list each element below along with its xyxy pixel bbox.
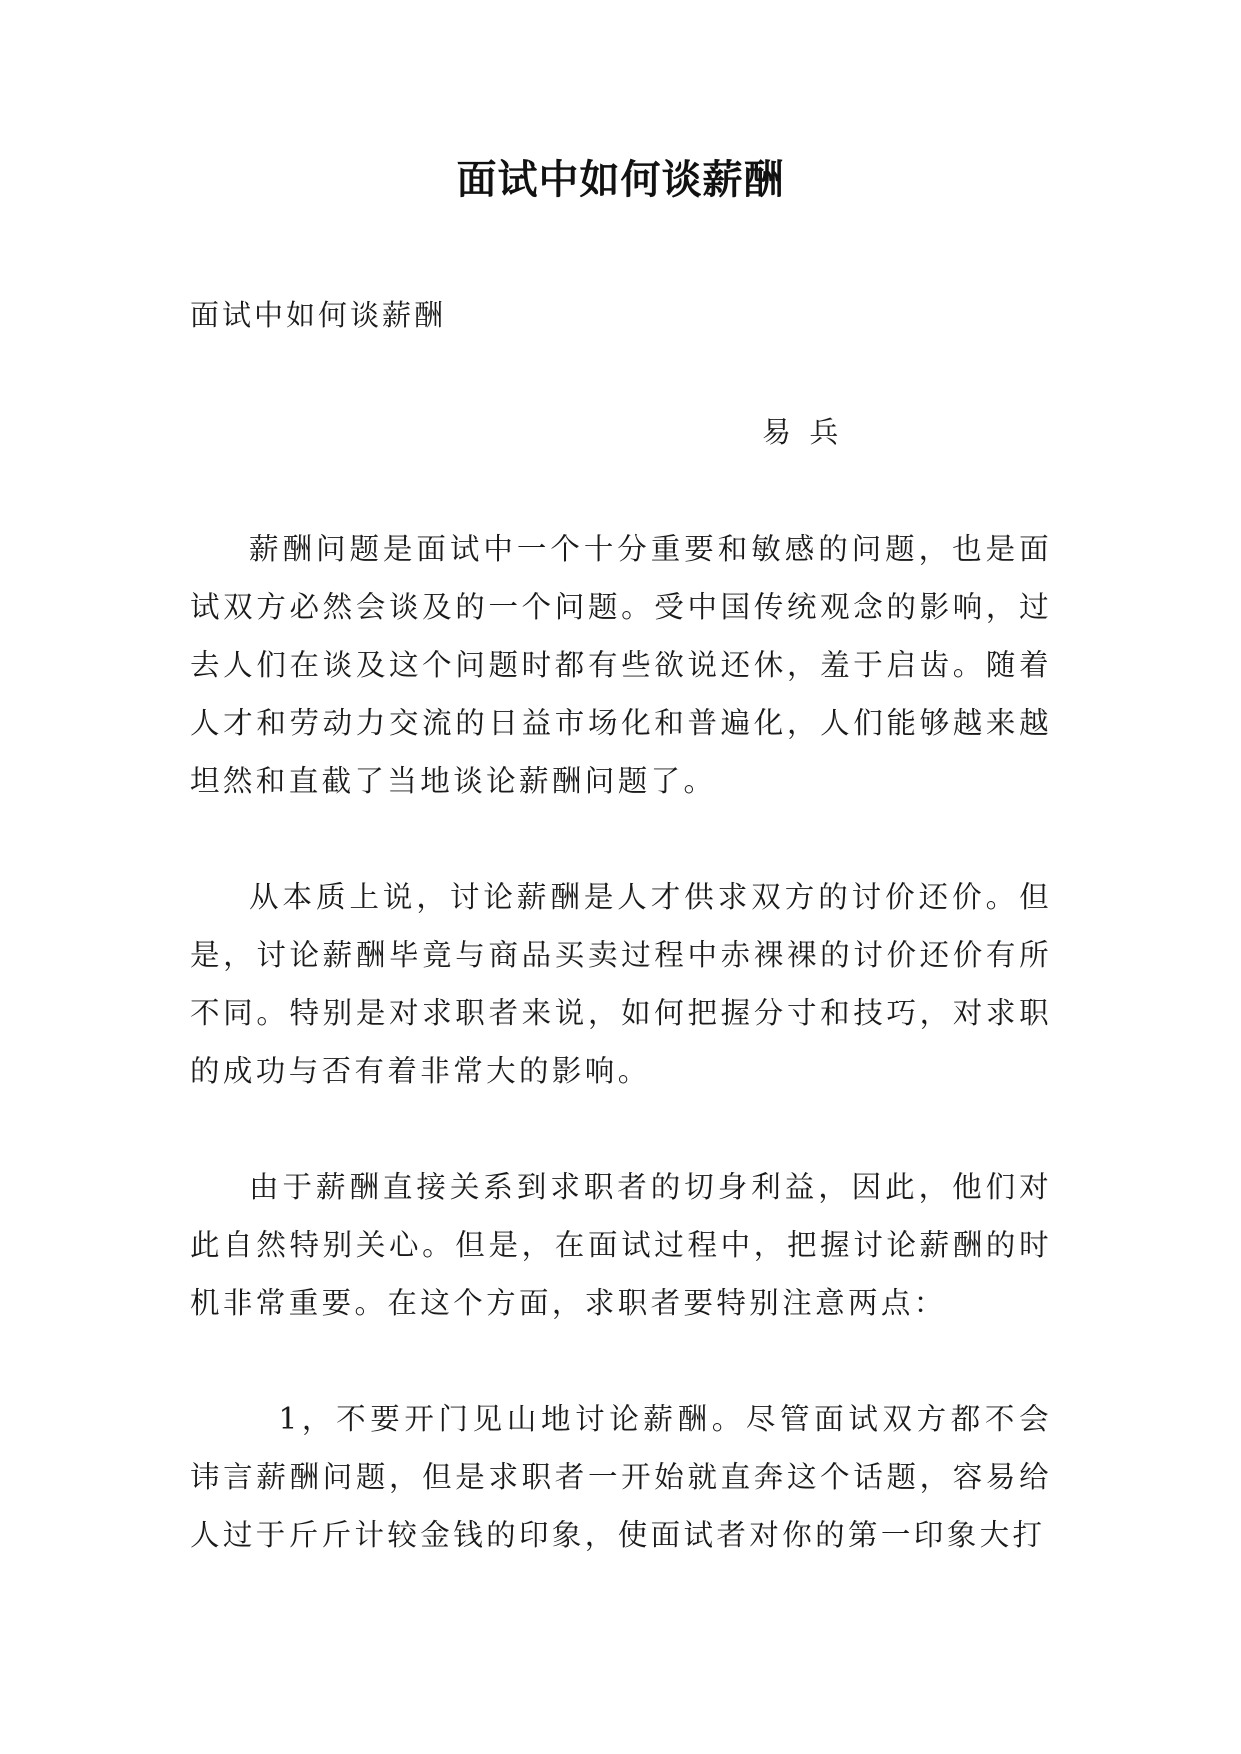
paragraph: 薪酬问题是面试中一个十分重要和敏感的问题，也是面试双方必然会谈及的一个问题。受中国传统观念的影响，过去人们在谈及这个问题时都有些欲说还休，羞于启齿。随着人才和劳动力交流的日益市场化和普遍化，人们能够越来越坦然和直截了当地谈论薪酬问题了。: [190, 532, 1052, 798]
paragraph: 从本质上说，讨论薪酬是人才供求双方的讨价还价。但是，讨论薪酬毕竟与商品买卖过程中赤裸裸的讨价还价有所不同。特别是对求职者来说，如何把握分寸和技巧，对求职的成功与否有着非常大的影响。: [190, 880, 1052, 1088]
paragraph: 由于薪酬直接关系到求职者的切身利益，因此，他们对此自然特别关心。但是，在面试过程中，把握讨论薪酬的时机非常重要。在这个方面，求职者要特别注意两点：: [190, 1170, 1052, 1320]
document-body: [190, 520, 1052, 1622]
author-name: 易 兵: [762, 415, 839, 449]
document-subtitle: 面试中如何谈薪酬: [190, 298, 447, 332]
numbered-paragraph: 1，不要开门见山地讨论薪酬。尽管面试双方都不会讳言薪酬问题，但是求职者一开始就直奔这个话题，容易给人过于斤斤计较金钱的印象，使面试者对你的第一印象大打: [190, 1402, 1052, 1552]
document-title: 面试中如何谈薪酬: [456, 157, 785, 203]
